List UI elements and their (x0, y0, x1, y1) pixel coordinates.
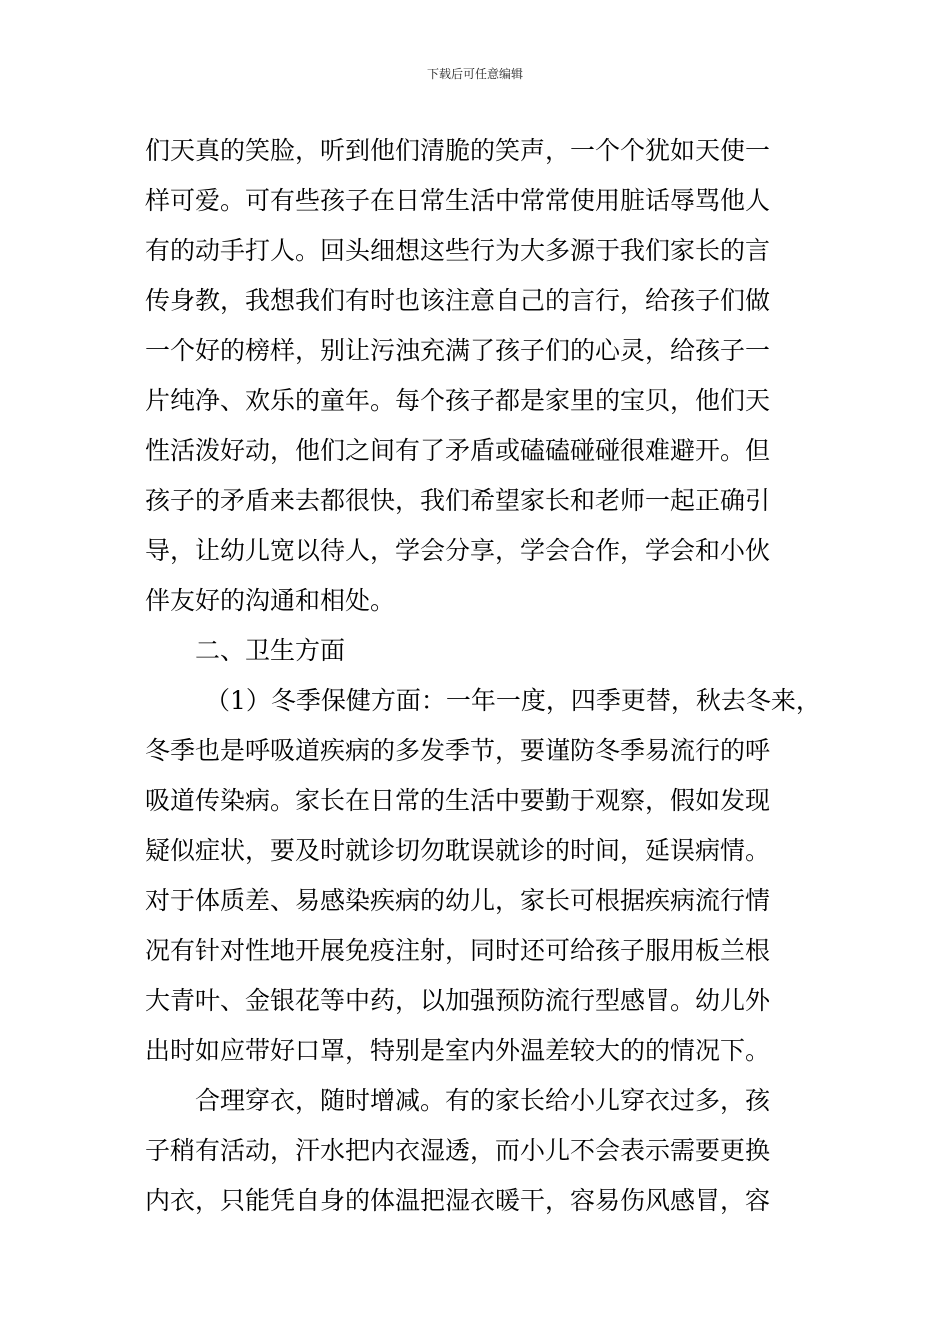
text-line: 性活泼好动，他们之间有了矛盾或磕磕碰碰很难避开。但 (145, 436, 771, 465)
text-line: 传身教，我想我们有时也该注意自己的言行，给孩子们做 (145, 286, 771, 315)
text-line: 对于体质差、易感染疾病的幼儿，家长可根据疾病流行情 (145, 886, 771, 915)
text-line: 伴友好的沟通和相处。 (145, 586, 396, 615)
text-line: 合理穿衣，随时增减。有的家长给小儿穿衣过多，孩 (195, 1086, 771, 1115)
text-line: 况有针对性地开展免疫注射，同时还可给孩子服用板兰根 (145, 936, 771, 965)
text-line: 样可爱。可有些孩子在日常生活中常常使用脏话辱骂他人 (145, 186, 771, 215)
text-line: 一个好的榜样，别让污浊充满了孩子们的心灵，给孩子一 (145, 336, 771, 365)
text-line: 子稍有活动，汗水把内衣湿透，而小儿不会表示需要更换 (145, 1136, 771, 1165)
text-line: 吸道传染病。家长在日常的生活中要勤于观察，假如发现 (145, 786, 771, 815)
text-line: 们天真的笑脸，听到他们清脆的笑声，一个个犹如天使一 (145, 136, 771, 165)
text-line: 孩子的矛盾来去都很快，我们希望家长和老师一起正确引 (145, 486, 771, 515)
text-line: 出时如应带好口罩，特别是室内外温差较大的的情况下。 (145, 1036, 771, 1065)
page-header: 下载后可任意编辑 (426, 67, 523, 81)
text-line: 片纯净、欢乐的童年。每个孩子都是家里的宝贝，他们天 (145, 386, 771, 415)
text-line: 疑似症状，要及时就诊切勿耽误就诊的时间，延误病情。 (145, 836, 771, 865)
text-line: 内衣，只能凭自身的体温把湿衣暖干，容易伤风感冒，容 (145, 1186, 771, 1215)
document-body (145, 126, 825, 1226)
text-line: 有的动手打人。回头细想这些行为大多源于我们家长的言 (145, 236, 771, 265)
text-line: 冬季也是呼吸道疾病的多发季节，要谨防冬季易流行的呼 (145, 736, 771, 765)
section-heading: 二、卫生方面 (195, 636, 346, 665)
text-line: 大青叶、金银花等中药，以加强预防流行型感冒。幼儿外 (145, 986, 771, 1015)
text-line: 导，让幼儿宽以待人，学会分享，学会合作，学会和小伙 (145, 536, 771, 565)
text-line: （1）冬季保健方面：一年一度，四季更替，秋去冬来， (205, 686, 821, 715)
